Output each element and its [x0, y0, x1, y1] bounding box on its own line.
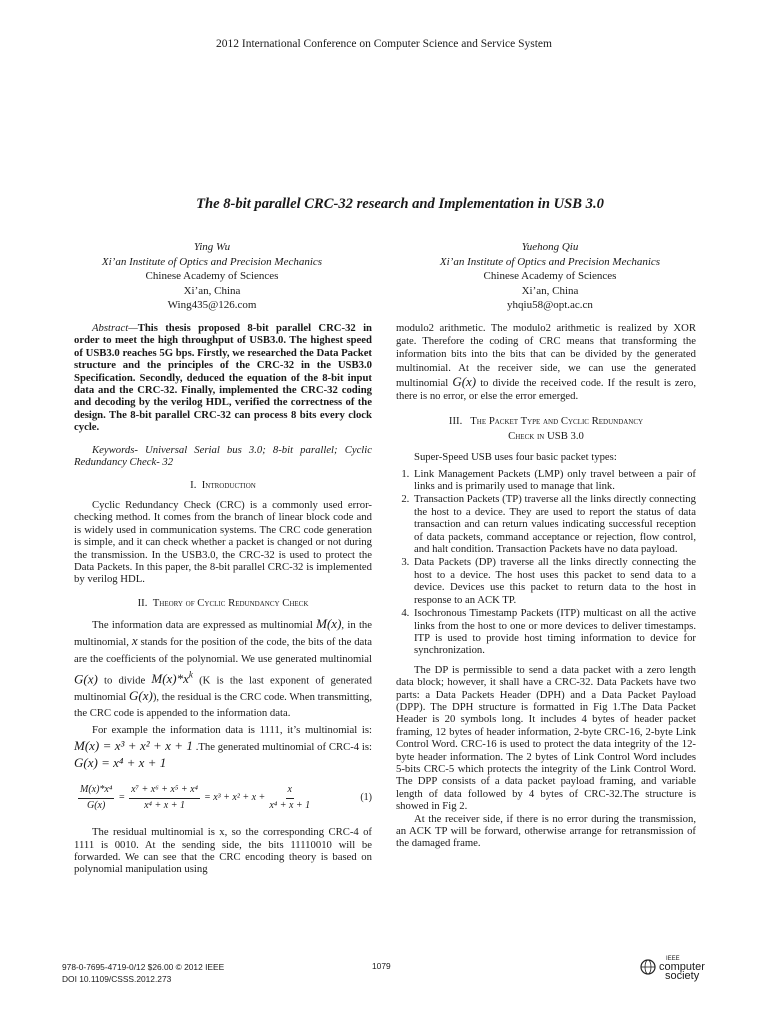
logo-society-text: society [665, 970, 700, 982]
denominator: x⁴ + x + 1 [269, 799, 311, 811]
right-paragraph-1 [396, 322, 696, 403]
author-email: yhqiu58@opt.ac.cn [507, 299, 593, 312]
section-title: Introduction [201, 479, 256, 492]
author-name: Yuehong Qiu [521, 241, 579, 253]
fraction [269, 784, 310, 812]
globe-icon [640, 959, 656, 975]
author-city: Xi’an, China [521, 284, 579, 297]
author-city: Xi’an, China [183, 284, 241, 297]
section-title: Theory of Cyclic Redundancy Check [152, 596, 309, 609]
math-Mx-times-xk [151, 671, 193, 686]
keywords: Keywords- Universal Serial bus 3.0; 8-bit parallel; Cyclic Redundancy Check- 32 [74, 443, 372, 469]
author-institute: Xi’an Institute of Optics and Precision Mechanics [439, 255, 661, 268]
footer-doi: DOI 10.1109/CSSS.2012.273 [62, 974, 172, 984]
text: to divide [104, 674, 146, 687]
list-item: 3. Data Packets (DP) traverse all the links directly connecting the host to a device. The host uses this packet to send data to a device. Devices use this packet to return data to the host in response to an ACK TP. [412, 556, 696, 606]
right-paragraph-3: At the receiver side, if there is no error during the transmission, an ACK TP will be forward, otherwise arrange for retransmission of the damaged frame. [396, 812, 696, 850]
math-Gx: G(x) [74, 671, 98, 687]
text: , in the multinomial, [74, 619, 372, 649]
fraction [129, 784, 200, 812]
conference-header: 2012 International Conference on Computer Science and Service System [216, 38, 552, 50]
math-Mx-equation: M(x) = x³ + x² + x + 1 [74, 737, 193, 753]
ieee-computer-society-logo [640, 956, 706, 984]
author-institute: Xi’an Institute of Optics and Precision Mechanics [101, 255, 323, 268]
math-Gx: G(x) [129, 688, 153, 704]
packet-types-list [396, 468, 696, 657]
list-item: 4. Isochronous Timestamp Packets (ITP) multicast on all the active links from the host to one or more devices to deliver timestamps. ITP is used to provide host timing information to device for synchronization. [412, 607, 696, 657]
text: modulo2 arithmetic. The modulo2 arithmetic is realized by XOR gate. Therefore the coding of CRC means that transforming the information bits into the bits that can be divided by the generated multinomial. At the receiver side, we can use the generated multinomial [396, 322, 696, 389]
section-heading-introduction [74, 479, 372, 491]
section-title-line-2: Check in USB 3.0 [508, 430, 584, 443]
theory-paragraph-1 [74, 616, 372, 722]
section-number: I. [190, 479, 197, 492]
equals: = [118, 791, 126, 803]
equation-number: (1) [360, 791, 372, 803]
list-item: 2. Transaction Packets (TP) traverse all the links directly connecting the host to a device. They are used to report the status of data transaction and can return values indicating successful reception of data packets, command acceptance or rejection, flow control, and halt condition. Transaction Packets have no data payload. [412, 493, 696, 555]
right-column [396, 322, 696, 850]
section-heading-theory [74, 597, 372, 609]
theory-paragraph-2 [74, 722, 372, 773]
footer-isbn: 978-0-7695-4719-0/12 $26.00 © 2012 IEEE [62, 962, 225, 972]
page-number: 1079 [372, 961, 391, 971]
left-column [74, 322, 372, 876]
footer-citation [62, 961, 224, 985]
equation-1 [74, 784, 372, 812]
math-Gx: G(x) [452, 373, 477, 389]
logo-ieee-text: IEEE [666, 956, 680, 962]
text: .The generated multinomial of CRC-4 is: [195, 740, 373, 753]
numerator: M(x)*x⁴ [78, 784, 114, 798]
author-name: Ying Wu [193, 241, 231, 253]
section-number: II. [137, 596, 148, 609]
list-item: 1. Link Management Packets (LMP) only travel between a pair of links and is primarily used to manage that link. [412, 468, 696, 493]
packet-types-intro: Super-Speed USB uses four basic packet types: [414, 451, 617, 464]
text: ), the residual is the CRC code. When transmitting, the CRC code is appended to the information data. [74, 691, 373, 720]
author-academy: Chinese Academy of Sciences [145, 270, 279, 283]
intro-paragraph: Cyclic Redundancy Check (CRC) is a commonly used error-checking method. It comes from the branch of linear block code and is widely used in communication systems. The CRC code generation is simple, and it can check whether a packet is changed or not during the transmission. In the USB3.0, the CRC-32 is used to protect the Data Packets. In this paper, the 8-bit parallel CRC-32 is implemented by verilog HDL. [74, 498, 372, 586]
math-base: M(x)*x [151, 671, 189, 687]
fraction [78, 784, 114, 812]
equation-middle: = x³ + x² + x + [204, 791, 266, 803]
author-block-2 [390, 240, 710, 313]
abstract [74, 322, 372, 434]
math-x: x [131, 633, 138, 649]
math-Gx-equation: G(x) = x⁴ + x + 1 [74, 755, 167, 771]
denominator: x⁴ + x + 1 [144, 799, 185, 811]
section-heading-packet-type [396, 414, 696, 444]
author-academy: Chinese Academy of Sciences [483, 270, 617, 283]
abstract-label: Abstract— [92, 322, 138, 334]
text: stands for the position of the code, the bits of the data are the coefficients of the polynomial. We use generated multinomial [74, 636, 372, 665]
numerator: x⁷ + x⁶ + x⁵ + x⁴ [129, 784, 200, 798]
theory-paragraph-3: The residual multinomial is x, so the corresponding CRC-4 of 1111 is 0010. At the sending side, the bits 11110010 will be forwarded. We can see that the CRC encoding theory is based on polynomial manipulation using [74, 826, 372, 876]
section-number: III. [448, 415, 463, 428]
author-block-1 [62, 240, 362, 313]
text: For example the information data is 1111, it’s multinomial is: [92, 723, 372, 736]
denominator: G(x) [87, 799, 106, 811]
section-title-line-1: The Packet Type and Cyclic Redundancy [470, 415, 644, 428]
right-paragraph-2: The DP is permissible to send a data packet with a zero length data block; however, it shall have a CRC-32. Data Packets have two parts: a Data Packets Header (DPH) and a Data Packet Payload (DPP). The DPH structure is formatted in Fig 1.The Data Packet Header is 20 symbols long. It includes 4 bytes of header packet framing, 12 bytes of header information, 2-byte CRC-16, 2-byte Link Control Word. CRC-16 is used to protect the data integrity of the 12-byte header information. The 2 bytes of Link Control Word includes 5-bits CRC-5 which protects the integrity of the Link Control Word. The DPP consists of a data packet payload framing, and variable length of data followed by 4 bytes of CRC-32.The structure is showed in Fig 2. [396, 663, 696, 813]
text: The information data are expressed as multinomial [92, 619, 313, 632]
math-exp: k [188, 669, 193, 680]
abstract-text: This thesis proposed 8-bit parallel CRC-32 in order to meet the high throughput of USB3.0. The highest speed of USB3.0 reaches 5G bps. Firstly, we researched the Data Packet structure and the principles of the CRC-32 in the USB3.0 Specification. Secondly, deduced the equation of the 8-bit input data and the CRC-32. Finally, implemented the CRC-32 coding and decoding by the verilog HDL, verified the correctness of the design. The 8-bit parallel CRC-32 can process 8 bits every clock cycle. [74, 322, 372, 434]
paper-title: The 8-bit parallel CRC-32 research and Implementation in USB 3.0 [196, 196, 604, 212]
text: to divide the received code. If the result is zero, there is no error, or else the error emerged. [396, 376, 696, 403]
author-email: Wing435@126.com [167, 299, 257, 312]
text: (K is the last exponent of generated multinomial [74, 674, 373, 704]
logo-computer-text: computer [659, 961, 705, 973]
math-Mx: M(x) [316, 616, 342, 632]
numerator: x [286, 784, 294, 798]
